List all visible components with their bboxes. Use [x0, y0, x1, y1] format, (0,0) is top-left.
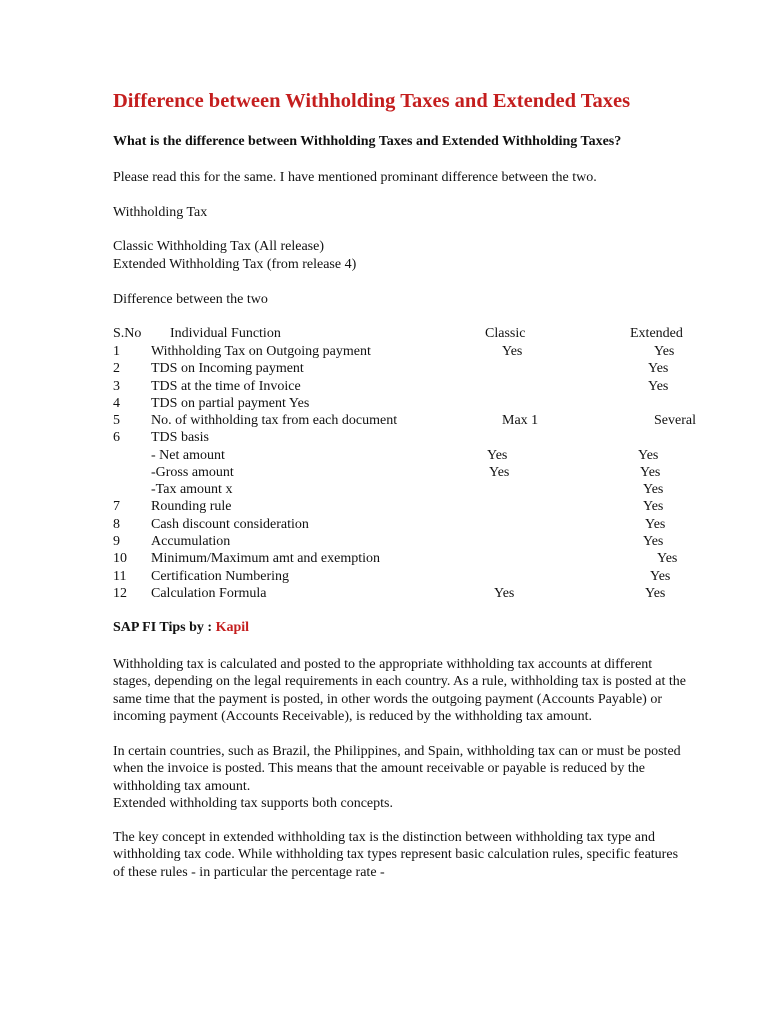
paragraph-3	[113, 829, 743, 881]
difference-label: Difference between the two	[113, 292, 268, 307]
paragraph-line: incoming payment (Accounts Receivable), is reduced by the withholding tax amount.	[113, 708, 592, 724]
row-extended: Yes	[645, 517, 666, 532]
row-function: Calculation Formula	[151, 586, 267, 601]
row-function: TDS on partial payment Yes	[151, 396, 310, 411]
row-sno: 1	[113, 344, 120, 359]
row-extended: Yes	[643, 534, 664, 549]
section-label: Withholding Tax	[113, 205, 208, 220]
paragraph-line: In certain countries, such as Brazil, the Philippines, and Spain, withholding tax can or must be posted	[113, 744, 681, 759]
row-extended: Yes	[657, 551, 678, 566]
paragraph-line: same time that the payment is posted, in other words the outgoing payment (Accounts Payable) or	[113, 691, 662, 707]
row-function: - Net amount	[151, 448, 225, 463]
paragraph-line: Withholding tax is calculated and posted to the appropriate withholding tax accounts at different	[113, 657, 653, 672]
row-sno: 9	[113, 534, 120, 549]
question-heading: What is the difference between Withholding Taxes and Extended Withholding Taxes?	[113, 134, 622, 149]
row-classic: Yes	[487, 448, 508, 463]
row-function: Minimum/Maximum amt and exemption	[151, 551, 381, 566]
row-classic: Yes	[494, 586, 515, 601]
row-extended: Yes	[654, 344, 675, 359]
page-title: Difference between Withholding Taxes and Extended Taxes	[113, 90, 631, 112]
row-function: TDS basis	[151, 430, 209, 445]
row-function: No. of withholding tax from each document	[151, 413, 398, 428]
row-extended: Yes	[643, 482, 664, 497]
paragraph-line: when the invoice is posted. This means that the amount receivable or payable is reduced by the	[113, 761, 645, 777]
row-sno: 10	[113, 551, 127, 566]
row-classic: Yes	[489, 465, 510, 480]
row-function: Rounding rule	[151, 499, 232, 514]
tips-line	[113, 620, 249, 636]
row-function: Withholding Tax on Outgoing payment	[151, 344, 371, 359]
intro-text: Please read this for the same. I have mentioned prominant difference between the two.	[113, 170, 597, 185]
paragraph-line: The key concept in extended withholding tax is the distinction between withholding tax type and	[113, 830, 655, 845]
tips-author: Kapil	[215, 620, 250, 635]
row-function: Certification Numbering	[151, 569, 290, 584]
paragraph-2	[113, 743, 743, 812]
row-sno: 3	[113, 379, 120, 394]
row-classic: Max 1	[502, 413, 539, 428]
row-extended: Yes	[643, 499, 664, 514]
row-sno: 2	[113, 361, 120, 376]
row-function: -Gross amount	[151, 465, 234, 480]
row-function: TDS on Incoming payment	[151, 361, 304, 376]
row-sno: 12	[113, 586, 127, 601]
paragraph-line: withholding tax amount.	[113, 778, 251, 794]
row-sno: 11	[113, 569, 127, 584]
row-extended: Several	[654, 413, 696, 428]
row-extended: Yes	[645, 586, 666, 601]
paragraph-line: stages, depending on the legal requirements in each country. As a rule, withholding tax is posted at the	[113, 674, 686, 690]
row-extended: Yes	[648, 361, 669, 376]
row-sno: 8	[113, 517, 120, 532]
extended-line: Extended Withholding Tax (from release 4)	[113, 257, 357, 272]
row-classic: Yes	[502, 344, 523, 359]
row-extended: Yes	[640, 465, 661, 480]
paragraph-line: withholding tax code. While withholding tax types represent basic calculation rules, specific features	[113, 847, 679, 863]
row-sno: 7	[113, 499, 120, 514]
row-sno: 6	[113, 430, 120, 445]
header-classic: Classic	[485, 326, 526, 341]
row-extended: Yes	[648, 379, 669, 394]
row-extended: Yes	[650, 569, 671, 584]
header-extended: Extended	[630, 326, 683, 341]
paragraph-1	[113, 656, 743, 725]
row-function: Accumulation	[151, 534, 231, 549]
paragraph-line: of these rules - in particular the percentage rate -	[113, 864, 385, 880]
row-function: Cash discount consideration	[151, 517, 309, 532]
row-sno: 4	[113, 396, 120, 411]
header-sno: S.No	[113, 326, 142, 341]
tips-label: SAP FI Tips by :	[113, 620, 216, 635]
row-function: -Tax amount x	[151, 482, 233, 497]
row-sno: 5	[113, 413, 120, 428]
paragraph-line: Extended withholding tax supports both concepts.	[113, 795, 393, 811]
row-function: TDS at the time of Invoice	[151, 379, 301, 394]
header-function: Individual Function	[170, 326, 281, 341]
classic-line: Classic Withholding Tax (All release)	[113, 239, 325, 254]
row-extended: Yes	[638, 448, 659, 463]
